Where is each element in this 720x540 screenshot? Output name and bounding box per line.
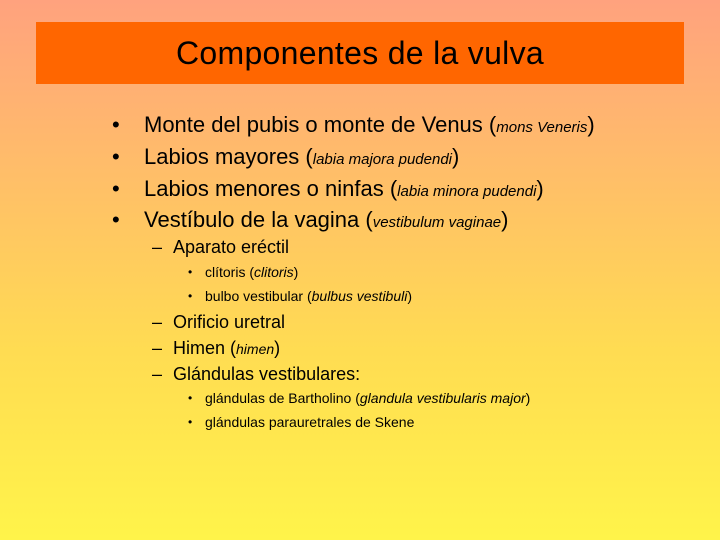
bullet-icon: • (112, 207, 120, 232)
dash-icon: – (152, 312, 163, 332)
item-text: glándulas de Bartholino ( (205, 390, 360, 406)
item-text: Labios menores o ninfas ( (144, 176, 398, 201)
bullet-icon: • (112, 112, 120, 137)
slide-content: • Monte del pubis o monte de Venus (mons Veneris) • Labios mayores (labia majora pudendi) • Labios menores o ninfas (labia minora pudendi) • Vestíbulo de la vagina (vestibulum vaginae) – Aparato eréctil • clítoris (clitoris) • bulbo vestibular (bulbus vestibuli) – Orificio uretral – Himen (himen) – Glándulas vestibulares: • glándulas de Bartholino (glandula vestibularis major) • glándulas parauretrales de Skene (112, 112, 595, 430)
item-text: Glándulas vestibulares: (173, 364, 361, 384)
latin-term: himen (236, 341, 275, 357)
latin-term: clitoris (254, 264, 294, 280)
item-text: Aparato eréctil (173, 237, 290, 257)
latin-term: vestibulum vaginae (372, 214, 502, 231)
latin-term: mons Veneris (496, 119, 588, 136)
item-text: Labios mayores ( (144, 144, 313, 169)
item-text: clítoris ( (205, 264, 254, 280)
item-text: Orificio uretral (173, 312, 286, 332)
latin-term: labia majora pudendi (312, 151, 453, 168)
item-text: bulbo vestibular ( (205, 288, 312, 304)
dash-icon: – (152, 338, 163, 358)
item-text: Monte del pubis o monte de Venus ( (144, 112, 497, 137)
bullet-icon: • (188, 415, 193, 429)
slide-title: Componentes de la vulva (175, 34, 544, 71)
bullet-icon: • (188, 265, 193, 279)
latin-term: glandula vestibularis major (359, 390, 526, 406)
item-text: Himen ( (173, 338, 237, 358)
bullet-icon: • (112, 176, 120, 201)
bullet-icon: • (188, 289, 193, 303)
bullet-icon: • (112, 144, 120, 169)
bullet-icon: • (188, 391, 193, 405)
latin-term: labia minora pudendi (397, 183, 537, 200)
dash-icon: – (152, 237, 163, 257)
latin-term: bulbus vestibuli (311, 288, 408, 304)
item-text: Vestíbulo de la vagina ( (144, 207, 373, 232)
dash-icon: – (152, 364, 163, 384)
item-text: glándulas parauretrales de Skene (205, 414, 415, 430)
